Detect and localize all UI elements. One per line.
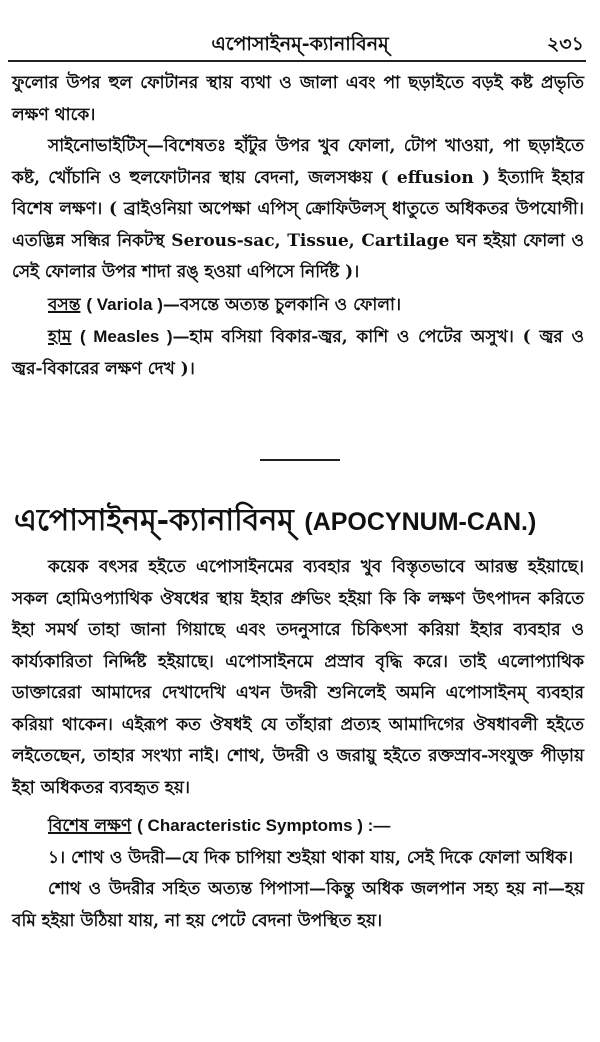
variola-term: ( Variola ) xyxy=(86,294,163,314)
paragraph-continuation: ফুলোর উপর হুল ফোটানর স্থায় ব্যথা ও জালা এবং পা ছড়াইতে বড়ই কষ্ট প্রভৃতি লক্ষণ থাকে। xyxy=(12,73,584,125)
characteristic-symptoms-heading xyxy=(12,810,584,843)
page-number: ২৩১ xyxy=(546,33,584,55)
page-header xyxy=(10,26,590,60)
paragraph-measles xyxy=(12,321,584,385)
symptom-thirst: শোথ ও উদরীর সহিত অত্যন্ত পিপাসা—কিন্তু অধিক জলপান সহ্য হয় না—হয় বমি হইয়া উঠিয়া যায়, না হয় পেটে বেদনা উপস্থিত হয়। xyxy=(12,879,584,931)
paragraph-synovitis: সাইনোভাইটিস্—বিশেষতঃ হাঁটুর উপর খুব ফোলা, টোপ খাওয়া, পা ছড়াইতে কষ্ট, খোঁচানি ও হুলফোটানর স্থায় বেদনা, জলসঞ্চয় ( effusion ) ইত্যাদি ইহার বিশেষ লক্ষণ। ( ব্রাইওনিয়া অপেক্ষা এপিস্ ক্রোফিউলস্ ধাতুতে অধিকতর উপযোগী। এতদ্ভিন্ন সন্ধির নিকটস্থ Serous-sac, Tissue, Cartilage ঘন হইয়া ফোলা ও সেই ফোলার উপর শাদা রঙ্ হওয়া এপিসে নির্দিষ্ট )। xyxy=(12,136,584,282)
section-title-latin: (APOCYNUM-CAN.) xyxy=(304,508,537,536)
previous-section-text xyxy=(12,68,584,385)
measles-label: হাম xyxy=(48,327,72,347)
measles-text: —হাম বসিয়া বিকার-জ্বর, কাশি ও পেটের অসুখ। ( জ্বর ও জ্বর-বিকারের লক্ষণ দেখ )। xyxy=(12,327,585,379)
symptom-1: ১। শোথ ও উদরী—যে দিক চাপিয়া শুইয়া থাকা যায়, সেই দিকে ফোলা অধিক। xyxy=(48,847,574,868)
variola-text: —বসন্তে অত্যন্ত চুলকানি ও ফোলা। xyxy=(162,294,402,315)
section-body xyxy=(12,552,584,937)
measles-term: ( Measles ) xyxy=(80,327,173,346)
subhead-english: ( Characteristic Symptoms ) :— xyxy=(137,816,391,835)
section-heading xyxy=(14,496,590,547)
variola-label: বসন্ত xyxy=(48,294,81,315)
section-divider xyxy=(260,459,340,461)
paragraph-intro: কয়েক বৎসর হইতে এপোসাইনমের ব্যবহার খুব বিস্তৃতভাবে আরম্ভ হইয়াছে। সকল হোমিওপ্যাথিক ঔষধের স্থায় ইহার প্রুভিং হইয়া কি কি লক্ষণ উৎপাদন করিতে ইহা সমর্থ তাহা জানা গিয়াছে এবং তদনুসারে চিকিৎসা করিয়া ইহার ব্যবহার ও কার্য্যকারিতা নির্দ্দিষ্ট হইয়াছে। এপোসাইনমে প্রস্রাব বৃদ্ধি করে। তাই এলোপ্যাথিক ডাক্তারেরা আমাদের দেখাদেখি এখন উদরী শুনিলেই অমনি এপোসাইনম্ ব্যবহার করিয়া থাকেন। এইরূপ কত ঔষধই যে তাঁহারা প্রত্যহ আমাদিগের ঔষধাবলী হইতে লইতেছেন, তাহার সংখ্যা নাই। শোথ, উদরী ও জরায়ু হইতে রক্তস্রাব-সংযুক্ত পীড়ায় ইহা অধিকতর ব্যবহৃত হয়। xyxy=(12,557,584,798)
running-head: এপোসাইনম্-ক্যানাবিনম্ xyxy=(211,33,389,55)
paragraph-variola xyxy=(12,289,584,322)
header-rule xyxy=(8,60,586,62)
section-title-bengali: এপোসাইনম্-ক্যানাবিনম্ xyxy=(14,503,294,538)
subhead-bengali: বিশেষ লক্ষণ xyxy=(48,816,132,836)
